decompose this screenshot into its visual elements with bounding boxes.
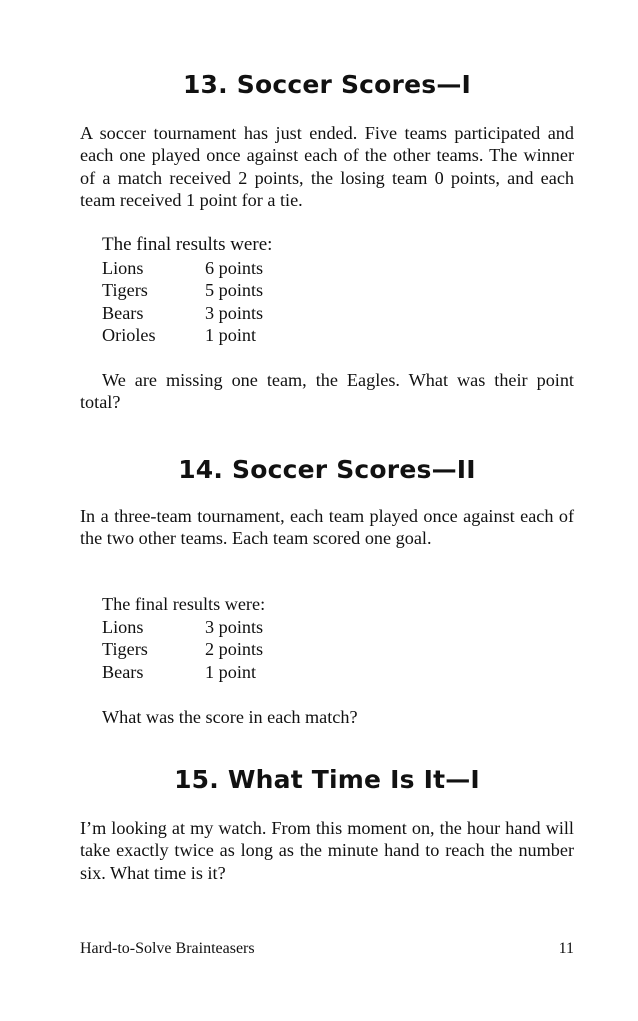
puzzle-13-intro: A soccer tournament has just ended. Five teams participated and each one played once against each of the other teams. The winner of a match received 2 points, the losing team 0 points, and each team received 1 point for a tie. (80, 123, 574, 211)
team-name: Tigers (102, 639, 148, 660)
team-name: Tigers (102, 280, 148, 301)
running-footer-title: Hard-to-Solve Brainteasers (80, 940, 255, 957)
team-points: 3 points (205, 302, 264, 323)
puzzle-14-results-heading: The final results were: (102, 594, 266, 614)
results-row (102, 257, 272, 280)
team-points: 3 points (205, 616, 264, 637)
puzzle-14-title: 14. Soccer Scores—II (178, 455, 476, 484)
puzzle-13-results-heading: The final results were: (102, 234, 273, 255)
puzzle-13-title: 13. Soccer Scores—I (182, 70, 472, 99)
puzzle-15-title: 15. What Time Is It—I (174, 765, 480, 794)
team-points: 5 points (205, 280, 264, 301)
results-row (102, 279, 272, 302)
results-row (102, 638, 265, 661)
puzzle-15-intro: I’m looking at my watch. From this moment on, the hour hand will take exactly twice as long as the minute hand to reach the number six. What time is it? (80, 818, 574, 883)
page-footer (80, 940, 574, 958)
team-name: Bears (102, 661, 144, 682)
book-page (80, 0, 574, 1021)
team-name: Lions (102, 616, 144, 637)
results-row (102, 302, 272, 325)
puzzle-14-question: What was the score in each match? (102, 707, 358, 727)
puzzle-14-intro: In a three-team tournament, each team played once against each of the two other teams. Each team scored one goal. (80, 506, 574, 549)
team-name: Orioles (102, 325, 156, 346)
results-row (102, 661, 265, 684)
team-name: Lions (102, 257, 144, 278)
team-points: 2 points (205, 639, 264, 660)
team-points: 6 points (205, 257, 264, 278)
team-name: Bears (102, 302, 144, 323)
results-row (102, 324, 272, 347)
puzzle-13-results (102, 234, 272, 347)
team-points: 1 point (205, 325, 257, 346)
page-number: 11 (558, 940, 574, 957)
puzzle-13-question: We are missing one team, the Eagles. What was their point total? (80, 370, 574, 413)
team-points: 1 point (205, 661, 257, 682)
puzzle-14-results (102, 593, 265, 683)
results-row (102, 616, 265, 639)
